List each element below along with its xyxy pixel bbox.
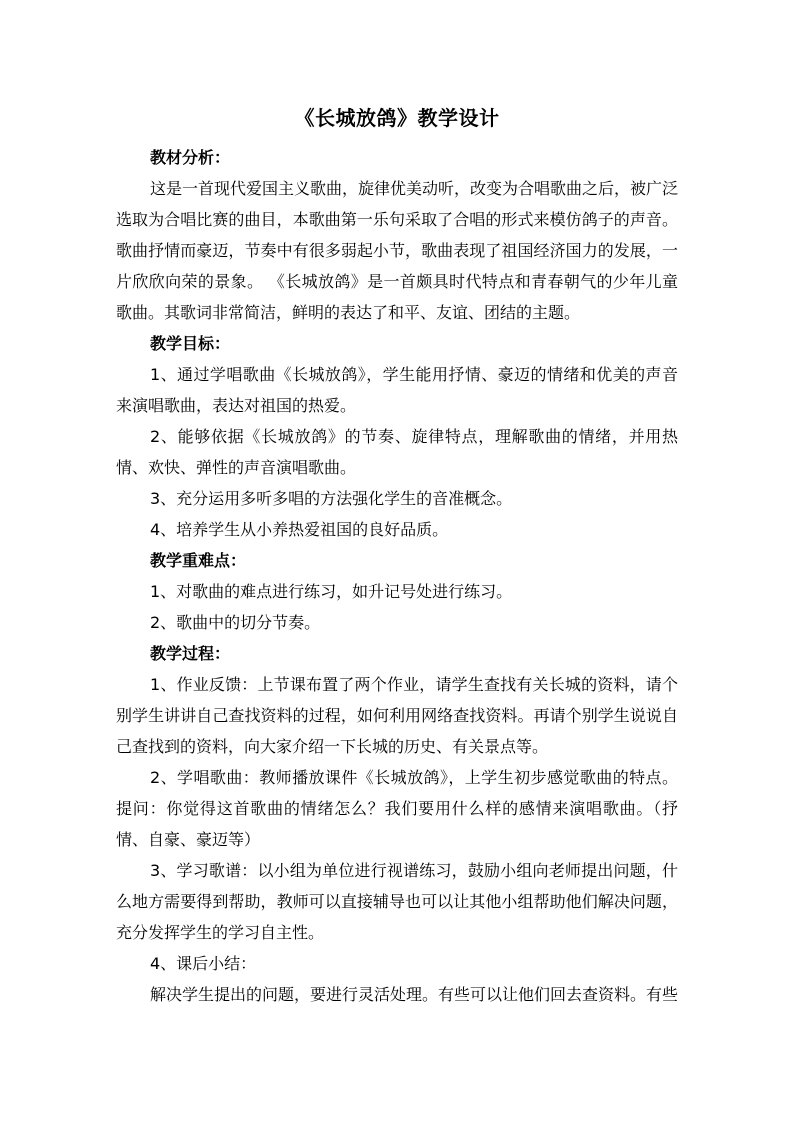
paragraph: 2、歌曲中的切分节奏。 <box>150 613 321 632</box>
section-heading-teaching-process: 教学过程： <box>150 644 231 663</box>
paragraph: 1、作业反馈：上节课布置了两个作业，请学生查找有关长城的资料，请个别学生讲讲自己查找资料的过程，如何利用网络查找资料。再请个别学生说说自己查找到的资料，向大家介绍一下长城的历史、有关景点等。 <box>116 675 678 756</box>
section-heading-teaching-goals: 教学目标： <box>150 334 231 353</box>
paragraph: 3、充分运用多听多唱的方法强化学生的音准概念。 <box>150 489 513 508</box>
section-heading-materials-analysis: 教材分析： <box>150 148 231 167</box>
document-title: 《长城放鸽》教学设计 <box>294 106 500 130</box>
paragraph: 2、能够依据《长城放鸽》的节奏、旋律特点，理解歌曲的情绪，并用热情、欢快、弹性的声音演唱歌曲。 <box>116 427 678 477</box>
paragraph: 1、通过学唱歌曲《长城放鸽》，学生能用抒情、豪迈的情绪和优美的声音来演唱歌曲，表达对祖国的热爱。 <box>116 365 678 415</box>
paragraph: 3、学习歌谱：以小组为单位进行视谱练习，鼓励小组向老师提出问题，什么地方需要得到帮助，教师可以直接辅导也可以让其他小组帮助他们解决问题，充分发挥学生的学习自主性。 <box>116 861 678 942</box>
paragraph: 4、课后小结： <box>150 954 257 973</box>
section-heading-key-difficulties: 教学重难点： <box>150 551 247 570</box>
paragraph: 4、培养学生从小养热爱祖国的良好品质。 <box>150 520 449 539</box>
paragraph: 这是一首现代爱国主义歌曲，旋律优美动听，改变为合唱歌曲之后，被广泛选取为合唱比赛的曲目，本歌曲第一乐句采取了合唱的形式来模仿鸽子的声音。歌曲抒情而豪迈，节奏中有很多弱起小节，歌曲表现了祖国经济国力的发展，一片欣欣向荣的景象。 《长城放鸽》是一首颇具时代特点和青春朝气的少年儿童歌曲。其歌词非常简洁，鲜明的表达了和平、友谊、团结的主题。 <box>116 179 679 322</box>
paragraph: 1、对歌曲的难点进行练习，如升记号处进行练习。 <box>150 582 513 601</box>
paragraph: 解决学生提出的问题，要进行灵活处理。有些可以让他们回去查资料。有些 <box>150 985 679 1004</box>
paragraph: 2、学唱歌曲：教师播放课件《长城放鸽》，上学生初步感觉歌曲的特点。提问：你觉得这首歌曲的情绪怎么？我们要用什么样的感情来演唱歌曲。（抒情、自豪、豪迈等） <box>116 768 678 849</box>
document-body <box>116 142 678 1010</box>
